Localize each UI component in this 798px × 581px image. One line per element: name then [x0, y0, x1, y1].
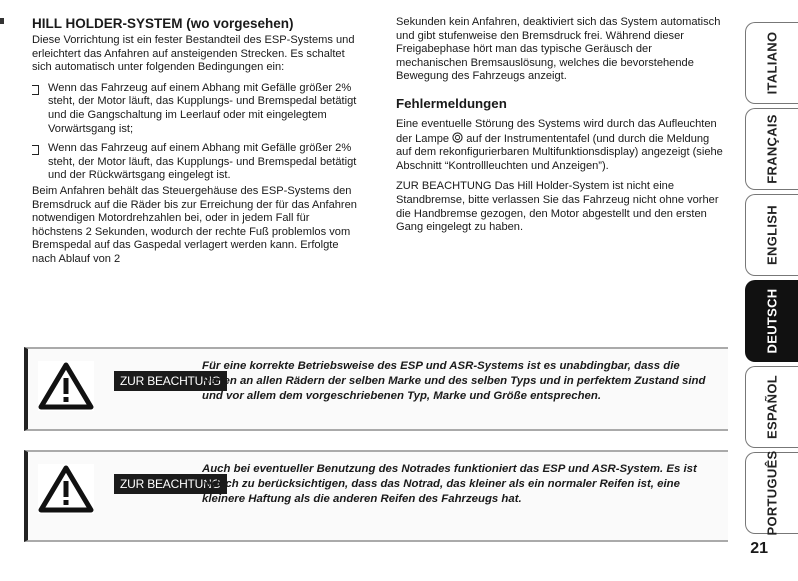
- checkbox-bullet-icon: [32, 145, 39, 155]
- tab-francais[interactable]: FRANÇAIS: [745, 108, 798, 190]
- intro-paragraph: Diese Vorrichtung ist ein fester Bestandteil des ESP-Systems und erleichtert das Anfahren auf ansteigenden Strecken. Es schaltet sich automatisch unter folgenden Bedingungen ein:: [32, 34, 355, 74]
- error-paragraph: Eine eventuelle Störung des Systems wird durch das Aufleuchten der Lampe auf der Instrumententafel (und durch die Meldung auf dem rekonfigurierbaren Multifunktionsdisplay) angezeigt (siehe Abschnitt “Kontrollleuchten und Anzeigen”).: [396, 117, 723, 172]
- warning-badge: ZUR BEACHTUNG: [114, 474, 227, 494]
- tab-deutsch[interactable]: DEUTSCH: [745, 280, 798, 362]
- esp-warning-lamp-icon: [452, 132, 463, 143]
- warning-box: [24, 347, 728, 431]
- warning-triangle-icon: [38, 361, 94, 411]
- warning-text: Für eine korrekte Betriebsweise des ESP und ASR-Systems ist es unabdingbar, dass die Reifen an allen Rädern der selben Marke und des selben Typs und in perfektem Zustand sind und vor allem dem vorgeschriebenen Typ, Marke und Größe entsprechen.: [202, 360, 706, 402]
- condition-item: Wenn das Fahrzeug auf einem Abhang mit Gefälle größer 2% steht, der Motor läuft, das Kupplungs- und Bremspedal betätigt und der Rückwärtsgang eingelegt ist.: [32, 142, 362, 183]
- page-number: 21: [750, 540, 768, 557]
- left-column: [32, 16, 362, 274]
- warning-badge: ZUR BEACHTUNG: [114, 371, 227, 391]
- page-edge-mark: [0, 18, 4, 24]
- body-paragraph: Beim Anfahren behält das Steuergehäuse des ESP-Systems den Bremsdruck auf die Räder bis zur Erreichung der für das Anfahren notwendigen Motordrehzahlen bei, oder in jedem Fall für höchstens 2 Sekunden, wodurch der rechte Fuß problemlos vom Bremspedal auf das Gaspedal verlagert werden kann. Erfolgte nach Ablauf von 2: [32, 184, 357, 265]
- warning-box: [24, 450, 728, 542]
- warning-text: Auch bei eventueller Benutzung des Notrades funktioniert das ESP und ASR-System. Es ist jedoch zu berücksichtigen, dass das Notrad, das kleiner als ein normaler Reifen ist, eine kleinere Haftung als die anderen Reifen des Fahrzeugs hat.: [202, 463, 697, 505]
- note-paragraph: ZUR BEACHTUNG Das Hill Holder-System ist nicht eine Standbremse, bitte verlassen Sie das Fahrzeug nicht ohne vorher die Handbremse gezogen, den Motor abgestellt und den ersten Gang eingelegt zu haben.: [396, 180, 719, 234]
- continued-paragraph: Sekunden kein Anfahren, deaktiviert sich das System automatisch und gibt stufenweise den Bremsdruck frei. Während dieser Freigabephase hört man das typische Geräusch der mechanischen Bremsauslösung, welches die bevorstehende Bewegung des Fahrzeugs anzeigt.: [396, 16, 721, 83]
- condition-item: Wenn das Fahrzeug auf einem Abhang mit Gefälle größer 2% steht, der Motor läuft, das Kupplungs- und Bremspedal betätigt und die Gangschaltung im Leerlauf oder mit eingelegtem Vorwärtsgang ist;: [32, 82, 362, 136]
- tab-espanol[interactable]: ESPAÑOL: [745, 366, 798, 448]
- checkbox-bullet-icon: [32, 85, 39, 95]
- warning-triangle-icon: [38, 464, 94, 514]
- tab-italiano[interactable]: ITALIANO: [745, 22, 798, 104]
- tab-english[interactable]: ENGLISH: [745, 194, 798, 276]
- subsection-heading: Fehlermeldungen: [396, 95, 507, 111]
- section-heading: HILL HOLDER-SYSTEM (wo vorgesehen): [32, 16, 294, 31]
- tab-portugues[interactable]: PORTUGUÊS: [745, 452, 798, 534]
- right-column: [396, 16, 726, 242]
